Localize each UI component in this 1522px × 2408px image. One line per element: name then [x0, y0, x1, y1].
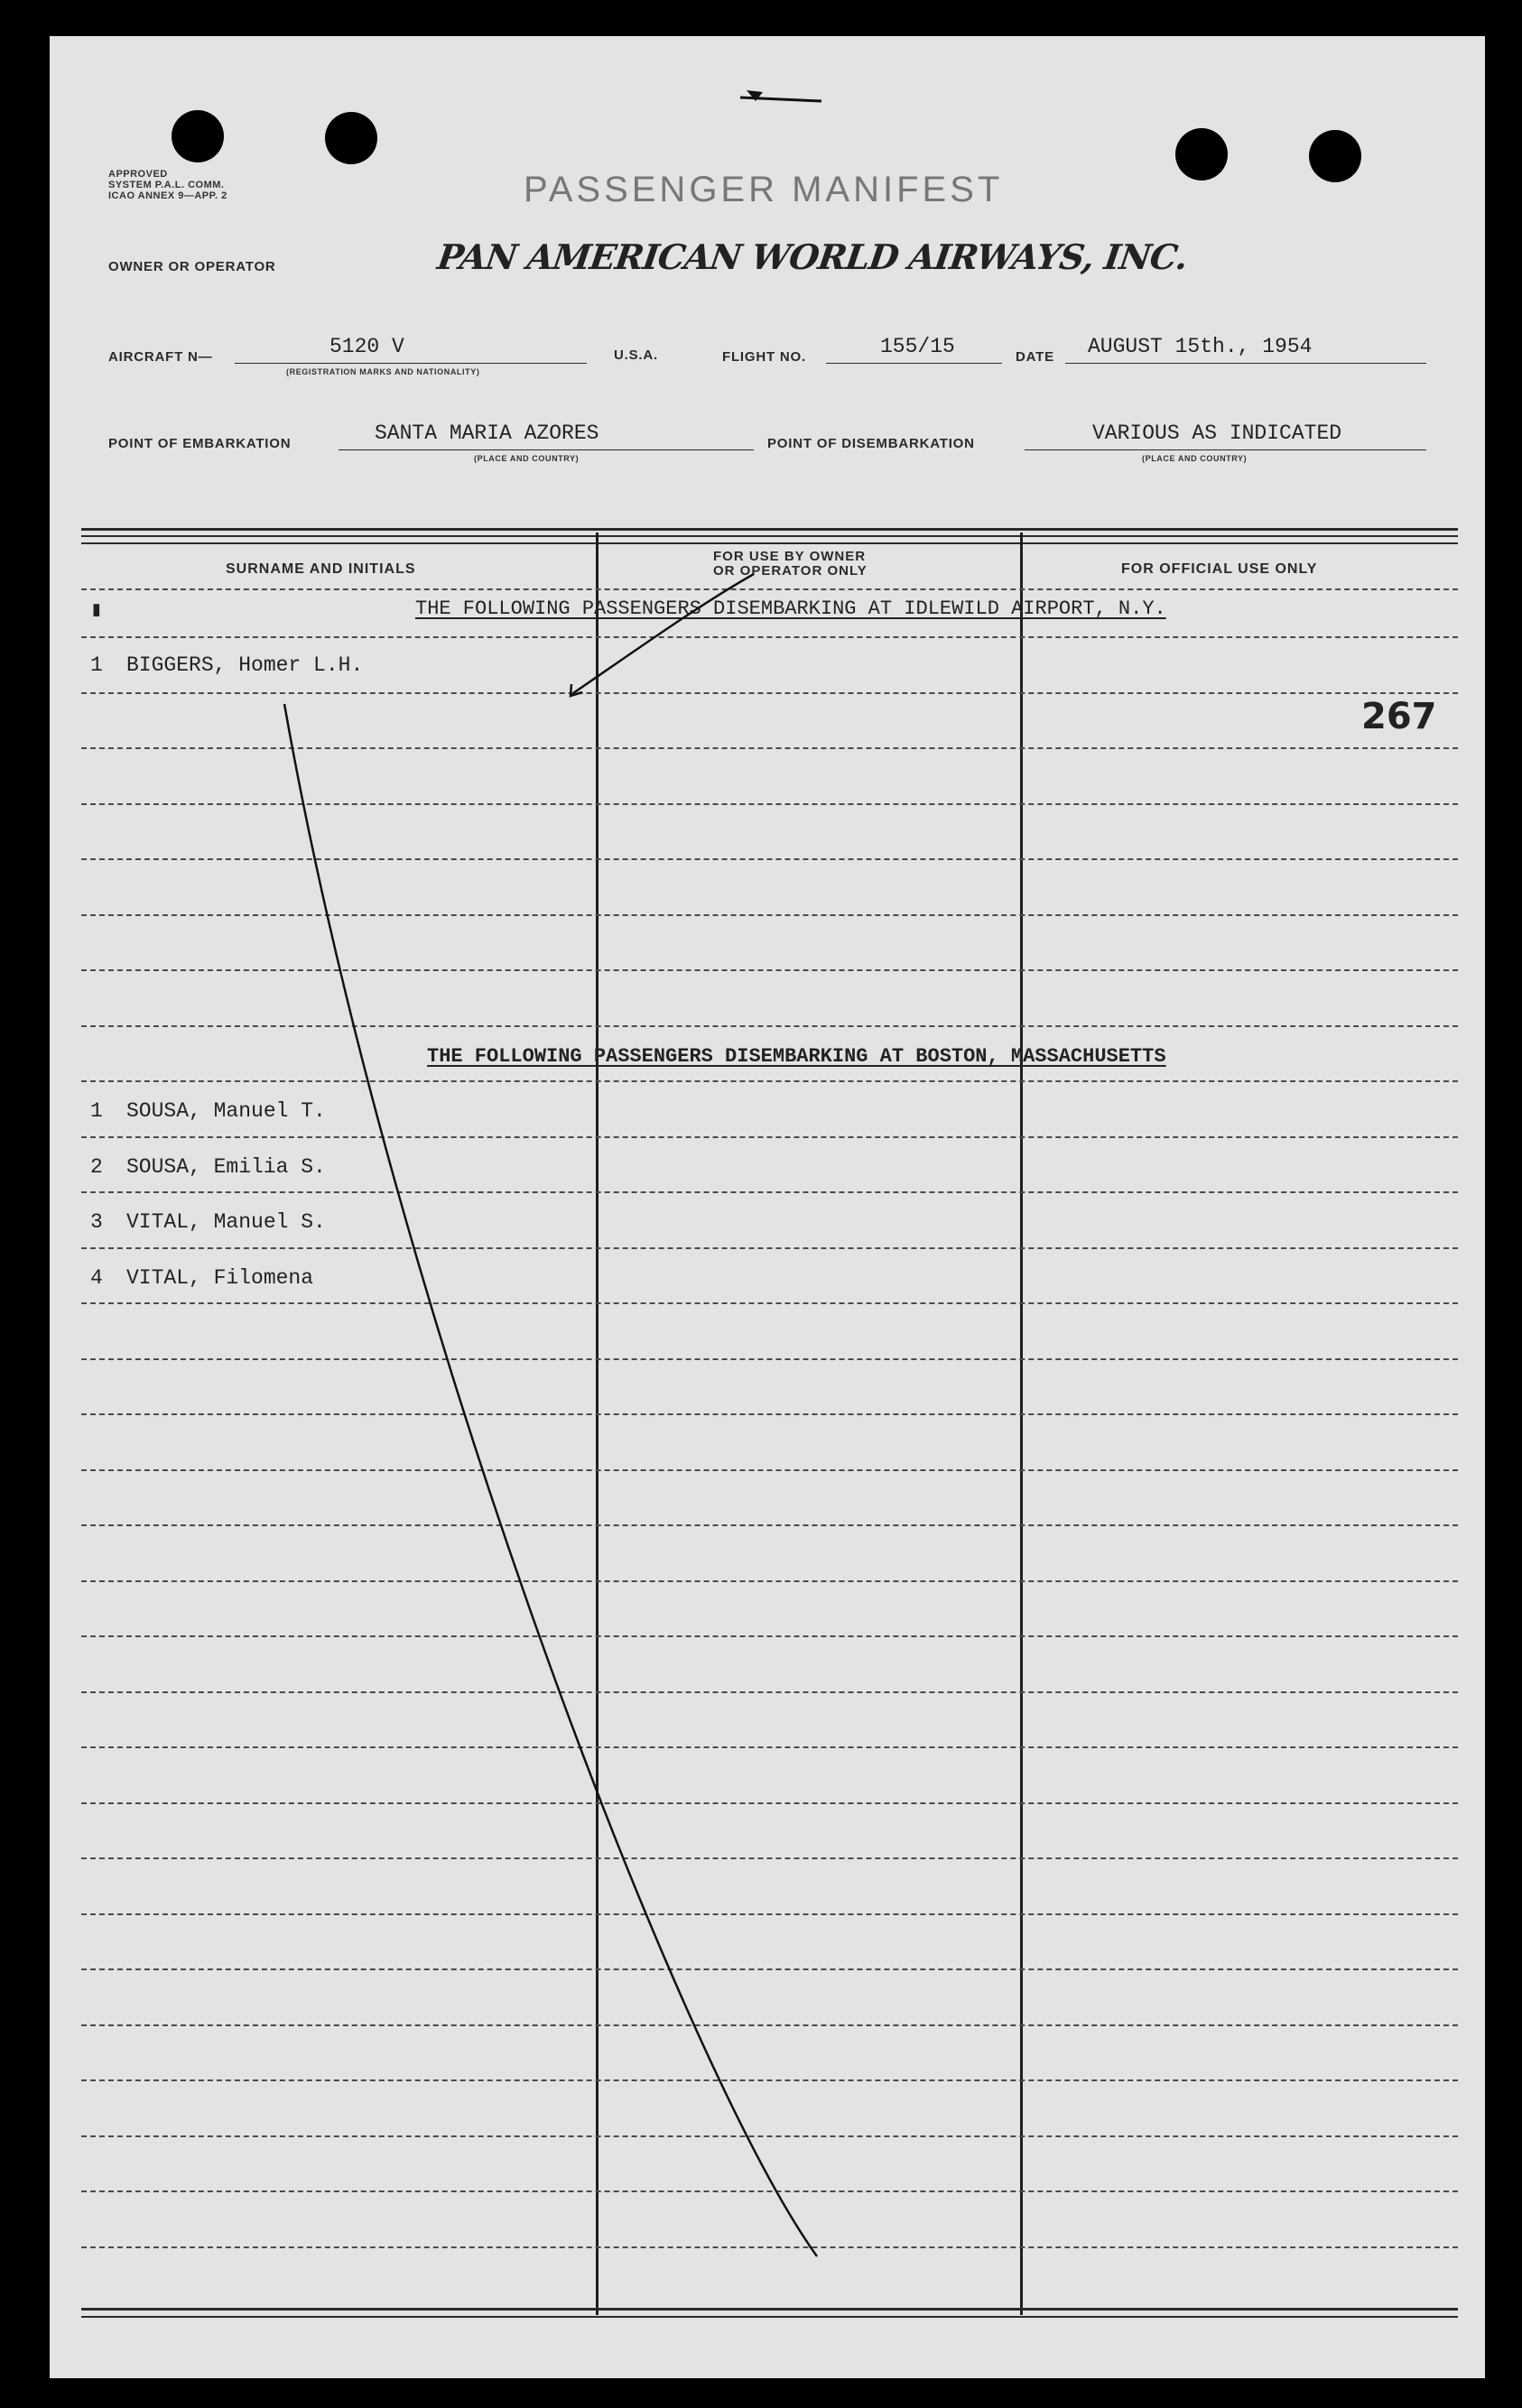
column-header-owner-use: FOR USE BY OWNER — [713, 549, 867, 564]
aircraft-label: AIRCRAFT N— — [108, 349, 213, 365]
approval-line: ICAO ANNEX 9—APP. 2 — [108, 190, 227, 201]
column-header-official: FOR OFFICIAL USE ONLY — [1121, 561, 1318, 577]
passenger-name: SOUSA, Manuel T. — [126, 1099, 326, 1123]
page-number: 267 — [1361, 696, 1437, 737]
aircraft-value: 5120 V — [329, 335, 404, 358]
row-marker: ▮ — [90, 598, 103, 622]
group-heading-boston: THE FOLLOWING PASSENGERS DISEMBARKING AT BOSTON, MASSACHUSETTS — [427, 1045, 1166, 1068]
usa-label: U.S.A. — [614, 347, 658, 363]
passenger-number: 4 — [90, 1266, 103, 1290]
passenger-number: 1 — [90, 653, 103, 677]
pen-annotation — [50, 36, 1485, 2378]
group-heading-idlewild: THE FOLLOWING PASSENGERS DISEMBARKING AT IDLEWILD AIRPORT, N.Y. — [415, 597, 1166, 620]
embark-label: POINT OF EMBARKATION — [108, 436, 292, 451]
owner-value: PAN AMERICAN WORLD AIRWAYS, INC. — [434, 236, 1191, 277]
passenger-name: VITAL, Manuel S. — [126, 1210, 326, 1234]
passenger-name: SOUSA, Emilia S. — [126, 1155, 326, 1179]
owner-label: OWNER OR OPERATOR — [108, 259, 276, 274]
column-header-owner-use: OR OPERATOR ONLY — [713, 563, 868, 579]
column-header-surname: SURNAME AND INITIALS — [226, 561, 416, 577]
manifest-sheet — [50, 36, 1485, 2378]
embark-caption: (PLACE AND COUNTRY) — [474, 454, 580, 463]
aircraft-caption: (REGISTRATION MARKS AND NATIONALITY) — [286, 367, 480, 376]
disembark-caption: (PLACE AND COUNTRY) — [1142, 454, 1248, 463]
passenger-name: BIGGERS, Homer L.H. — [126, 653, 364, 677]
embark-value: SANTA MARIA AZORES — [375, 421, 599, 445]
passenger-name: VITAL, Filomena — [126, 1266, 314, 1290]
passenger-number: 2 — [90, 1155, 103, 1179]
flight-label: FLIGHT NO. — [722, 349, 806, 365]
approval-line: SYSTEM P.A.L. COMM. — [108, 180, 225, 190]
date-value: AUGUST 15th., 1954 — [1088, 335, 1313, 358]
disembark-label: POINT OF DISEMBARKATION — [767, 436, 975, 451]
passenger-number: 3 — [90, 1210, 103, 1234]
approval-line: APPROVED — [108, 169, 168, 180]
form-title: PASSENGER MANIFEST — [524, 170, 1004, 209]
date-label: DATE — [1016, 349, 1054, 365]
disembark-value: VARIOUS AS INDICATED — [1092, 421, 1342, 445]
flight-value: 155/15 — [880, 335, 955, 358]
passenger-number: 1 — [90, 1099, 103, 1123]
